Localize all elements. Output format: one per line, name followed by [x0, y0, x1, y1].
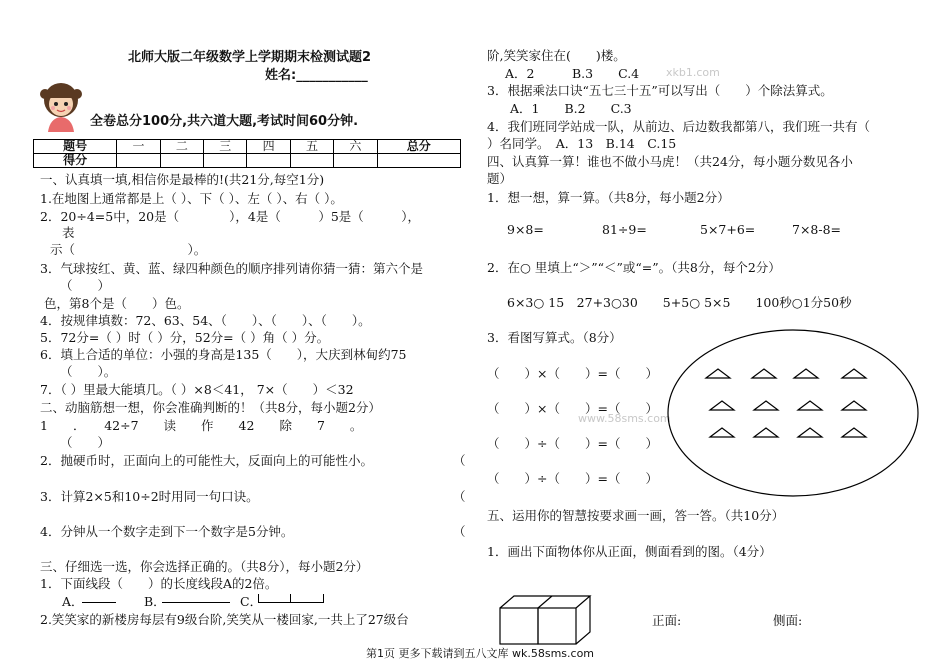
q5-1: 1．画出下面物体你从正面，侧面看到的图。（4分） [487, 544, 772, 559]
q1-3: 3．气球按红、黄、蓝、绿四种颜色的顺序排列请你猜一猜：第六个是 [40, 261, 423, 276]
q4-3: 3．看图写算式。（8分） [487, 330, 622, 345]
calc-3: 5×7+6= [700, 222, 756, 237]
q1-6: 6．填上合适的单位：小强的身高是135（ ），大庆到林甸约75 [40, 347, 407, 362]
compare-row: 6×3○ 15 27+3○30 5+5○ 5×5 100秒○1分50秒 [507, 295, 852, 310]
score-header-cell: 一 [117, 140, 160, 154]
eq-row-2: （ ）×（ ）=（ ） [487, 401, 658, 416]
q2-1: 1 ． 42÷7 读 作 42 除 7 。 [40, 418, 363, 433]
option-b-label: B． [144, 594, 166, 609]
name-label [265, 64, 368, 83]
side-view-label: 侧面: [773, 613, 803, 628]
q2-3-answer: （ [453, 489, 466, 504]
section-5-heading: 五、运用你的智慧按要求画一画，答一答。（共10分） [487, 508, 785, 523]
watermark-58sms: www.58sms.com [578, 412, 671, 425]
girl-avatar-icon [38, 80, 84, 132]
score-header-cell: 四 [247, 140, 290, 154]
calc-2: 81÷9= [602, 222, 647, 237]
page-title: 北师大版二年级数学上学期期末检测试题2 [128, 50, 372, 65]
section-4-heading-cont: 题） [487, 171, 513, 186]
q3-4-cont: ）名同学。 A．13 B.14 C.15 [487, 136, 677, 151]
q3-2-cont: 阶,笑笑家住在( )楼。 [487, 48, 626, 63]
q3-3: 3．根据乘法口诀“五七三十五”可以写出（ ）个除法算式。 [487, 83, 833, 98]
score-cell[interactable] [204, 154, 247, 168]
calc-4: 7×8-8= [792, 222, 842, 237]
score-header-cell: 五 [290, 140, 333, 154]
eq-row-3: （ ）÷（ ）=（ ） [487, 436, 658, 451]
segment-b [162, 602, 230, 603]
segment-a [82, 602, 116, 603]
score-header-cell: 总分 [377, 140, 460, 154]
score-table [33, 139, 461, 168]
name-label-text: 姓名: [265, 68, 297, 83]
calc-1: 9×8= [507, 222, 544, 237]
q1-5: 5．72分=（ ）时（ ）分，52分=（ ）角（ ）分。 [40, 330, 330, 345]
q1-2: 2．20÷4=5中，20是（ ），4是（ ）5是（ ）， [40, 209, 421, 224]
front-view-label: 正面: [652, 613, 682, 628]
score-table-header-row [34, 140, 461, 154]
section-1-heading: 一、认真填一填,相信你是最棒的!(共21分,每空1分) [40, 172, 325, 187]
q4-2: 2．在○ 里填上“＞”“＜”或“=”。（共8分，每个2分） [487, 260, 781, 275]
section-3-heading: 三、仔细选一选，你会选择正确的。（共8分），每小题2分） [40, 559, 369, 574]
page-footer: 第1页 更多下载请到五八文库 wk.58sms.com [366, 647, 595, 660]
q1-1: 1.在地图上通常都是上（ ）、下（ ）、左（ ）、右（ ）。 [40, 191, 343, 206]
q1-3-cont2: 色，第8个是（ ）色。 [44, 296, 190, 311]
q1-2-cont: 表 [62, 225, 75, 240]
score-header-cell: 三 [204, 140, 247, 154]
q1-2-cont2: 示（ ）。 [50, 242, 207, 257]
score-cell[interactable] [117, 154, 160, 168]
q2-1-answer: （ ） [60, 435, 111, 450]
q2-4: 4．分钟从一个数字走到下一个数字是5分钟。 [40, 524, 294, 539]
q2-2-answer: （ [453, 453, 466, 468]
q3-2: 2.笑笑家的新楼房每层有9级台阶,笑笑从一楼回家,一共上了27级台 [40, 612, 409, 627]
score-cell[interactable] [160, 154, 203, 168]
eq-row-4: （ ）÷（ ）=（ ） [487, 471, 658, 486]
q3-2-options: A．2 B.3 C.4 [505, 66, 640, 81]
q1-4: 4．按规律填数：72、63、54、（ ）、（ ）、（ ）。 [40, 313, 371, 328]
exam-intro: 全卷总分100分,共六道大题,考试时间60分钟. [90, 114, 359, 129]
name-blank: ___________ [296, 68, 368, 83]
score-table-score-row [34, 154, 461, 168]
cube-object-icon [498, 594, 594, 646]
eq-row-1: （ ）×（ ）=（ ） [487, 366, 658, 381]
q1-6-cont: （ ）。 [60, 364, 117, 379]
score-row-label: 得分 [34, 154, 117, 168]
q3-1: 1．下面线段（ ）的长度线段A的2倍。 [40, 576, 278, 591]
score-cell[interactable] [247, 154, 290, 168]
score-header-cell: 题号 [34, 140, 117, 154]
q2-4-answer: （ [453, 524, 466, 539]
score-header-cell: 二 [160, 140, 203, 154]
score-header-cell: 六 [334, 140, 377, 154]
segment-c-mid [290, 594, 291, 602]
triangles-ellipse [666, 328, 920, 498]
segment-c [258, 594, 324, 603]
q3-3-options: A．1 B.2 C.3 [510, 101, 632, 116]
q1-3-cont: （ ） [60, 278, 111, 293]
watermark-xkb1: xkb1.com [666, 66, 720, 79]
q4-1: 1．想一想，算一算。（共8分，每小题2分） [487, 190, 730, 205]
q3-4: 4．我们班同学站成一队，从前边、后边数我都第八，我们班一共有（ [487, 119, 870, 134]
section-4-heading: 四、认真算一算！谁也不做小马虎！（共24分，每小题分数见各小 [487, 154, 853, 169]
score-cell[interactable] [334, 154, 377, 168]
q2-3: 3．计算2×5和10÷2时用同一句口诀。 [40, 489, 259, 504]
q1-7: 7．（ ）里最大能填几。（ ）×8＜41， 7×（ ）＜32 [40, 382, 354, 397]
option-a-label: A． [62, 594, 84, 609]
score-cell[interactable] [377, 154, 460, 168]
q2-2: 2．抛硬币时，正面向上的可能性大，反面向上的可能性小。 [40, 453, 373, 468]
option-c-label: C． [240, 594, 263, 609]
score-cell[interactable] [290, 154, 333, 168]
section-2-heading: 二、动脑筋想一想，你会准确判断的！（共8分，每小题2分） [40, 400, 381, 415]
